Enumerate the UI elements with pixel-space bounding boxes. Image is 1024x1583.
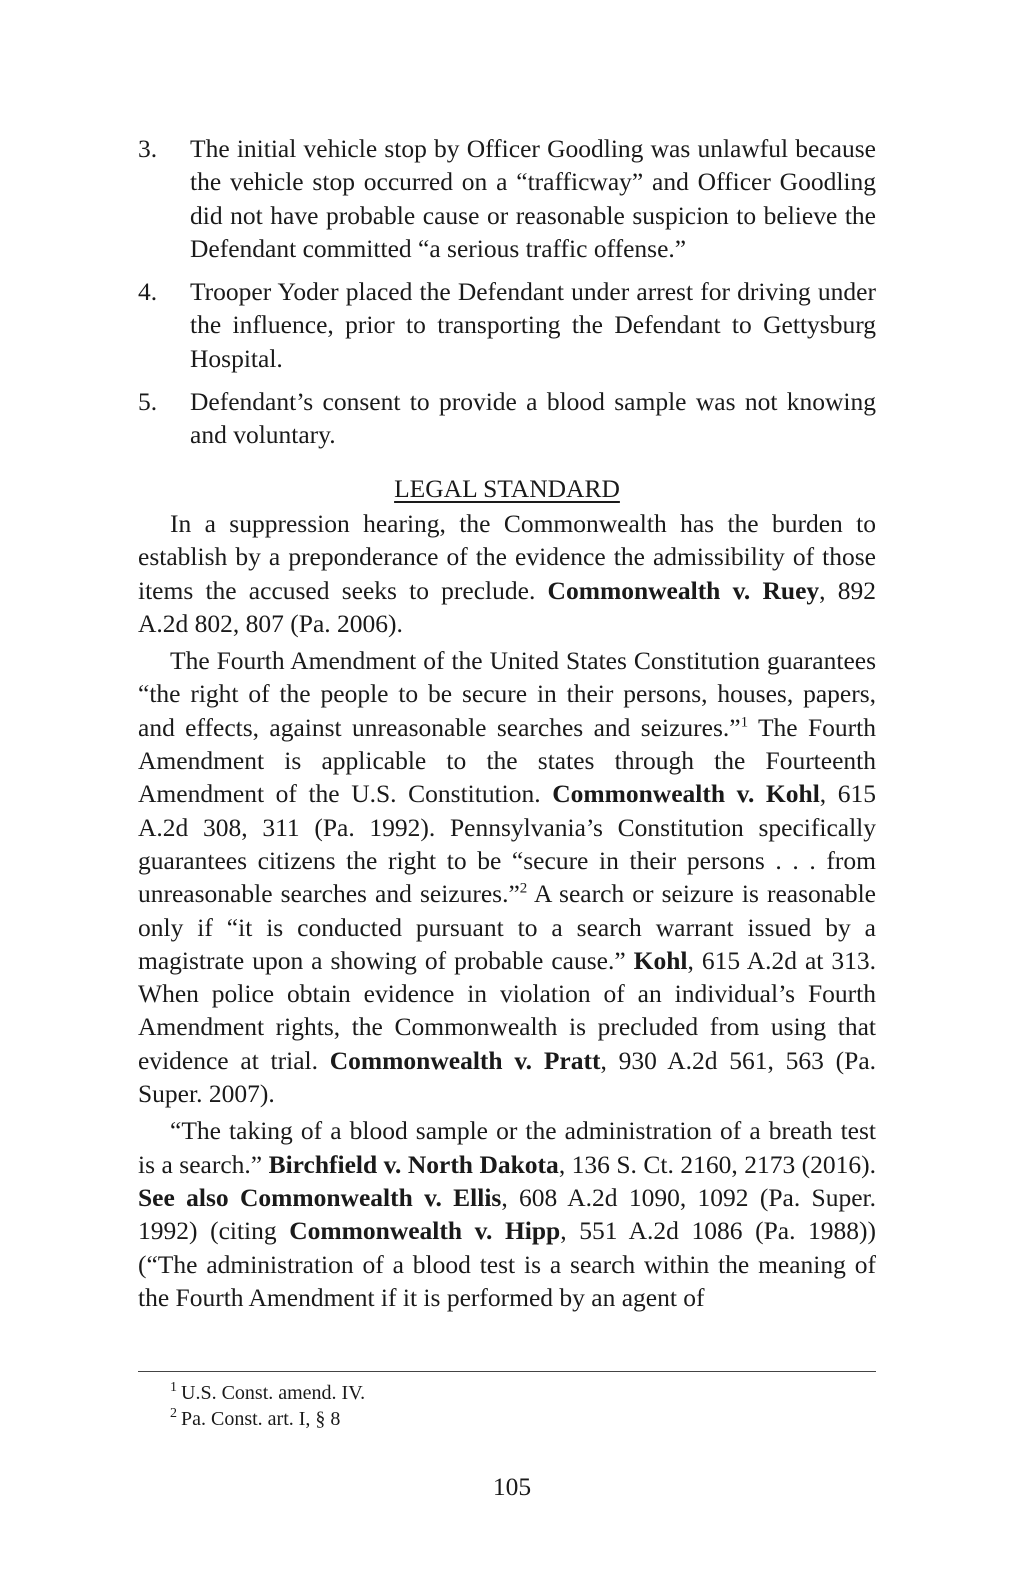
footnote (170, 1406, 365, 1432)
paragraph-text: , 615 A.2d at 313. When police obtain evidence in violation of an individual’s Fourth Amendment rights, the Commonwealth is precluded from using that evidence at trial. (138, 945, 876, 1075)
page-number: 105 (492, 1472, 532, 1501)
footnote-divider (138, 1371, 876, 1372)
paragraph (138, 507, 876, 640)
footnote-text: U.S. Const. amend. IV. (181, 1382, 366, 1404)
case-citation: Commonwealth v. Hipp (289, 1216, 561, 1246)
list-item-number: 3. (138, 134, 158, 163)
paragraph-text: , 608 A.2d 1090, 1092 (Pa. Super. 1992) (citing (138, 1182, 876, 1246)
footnote-number: 1 (170, 1380, 177, 1396)
case-citation: Commonwealth v. Ruey (547, 575, 820, 605)
case-citation: Commonwealth v. Kohl (552, 779, 820, 809)
paragraph-text: The Fourth Amendment is applicable to the states through the Fourteenth Amendment of the U.S. Constitution. (138, 712, 876, 809)
case-citation: See also Commonwealth v. Ellis (138, 1182, 502, 1212)
paragraph-text: , 136 S. Ct. 2160, 2173 (2016). (558, 1149, 877, 1179)
paragraph (138, 1114, 876, 1314)
footnote-number: 2 (170, 1406, 177, 1422)
footnote (170, 1380, 365, 1406)
list-item (138, 132, 876, 265)
list-item-number: 4. (138, 277, 158, 307)
footnote-ref: 2 (519, 880, 528, 897)
paragraph-text: The Fourth Amendment of the United States Constitution guarantees “the right of the people to be secure in their persons, houses, papers, and effects, against unreasonable searches and seizures.” (138, 646, 876, 742)
page-body (138, 132, 876, 1318)
paragraph-text: , 930 A.2d 561, 563 (Pa. Super. 2007). (138, 1045, 877, 1109)
list-item-number: 5. (138, 387, 158, 417)
list-item (138, 385, 876, 452)
footnote-ref: 1 (740, 714, 749, 731)
list-item-text: Trooper Yoder placed the Defendant under arrest for driving under the influence, prior to transporting the Defendant to Gettysburg Hospital. (190, 277, 876, 373)
list-item-text: Defendant’s consent to provide a blood sample was not knowing and voluntary. (190, 387, 876, 450)
list-item-text: The initial vehicle stop by Officer Goodling was unlawful because the vehicle stop occurred on a “trafficway” and Officer Goodling did not have probable cause or reasonable suspicion to believe the Defendant committed “a serious traffic offense.” (190, 134, 876, 263)
footnotes (170, 1380, 365, 1432)
footnote-text: Pa. Const. art. I, § 8 (181, 1408, 341, 1430)
paragraph-text: A search or seizure is reasonable only if “it is conducted pursuant to a search warrant issued by a magistrate upon a showing of probable cause.” (138, 879, 876, 975)
case-citation: Kohl (633, 945, 688, 975)
paragraph-text: In a suppression hearing, the Commonwealth has the burden to establish by a preponderance of the evidence the admissibility of those items the accused seeks to preclude. (138, 508, 876, 605)
paragraph-text: , 615 A.2d 308, 311 (Pa. 1992). Pennsylvania’s Constitution specifically guarantees citizens the right to be “secure in their persons . . . from unreasonable searches and seizures.” (138, 779, 877, 909)
section-heading: LEGAL STANDARD (394, 473, 620, 503)
case-citation: Birchfield v. North Dakota (268, 1149, 559, 1179)
paragraph (138, 644, 876, 1110)
paragraph-text: , 551 A.2d 1086 (Pa. 1988)) (“The administration of a blood test is a search within the meaning of the Fourth Amendment if it is performed by an agent of (138, 1216, 877, 1312)
list-item (138, 275, 876, 375)
paragraph-text: “The taking of a blood sample or the administration of a breath test is a search.” (138, 1116, 876, 1179)
case-citation: Commonwealth v. Pratt (329, 1045, 601, 1075)
paragraph-text: , 892 A.2d 802, 807 (Pa. 2006). (138, 575, 876, 638)
